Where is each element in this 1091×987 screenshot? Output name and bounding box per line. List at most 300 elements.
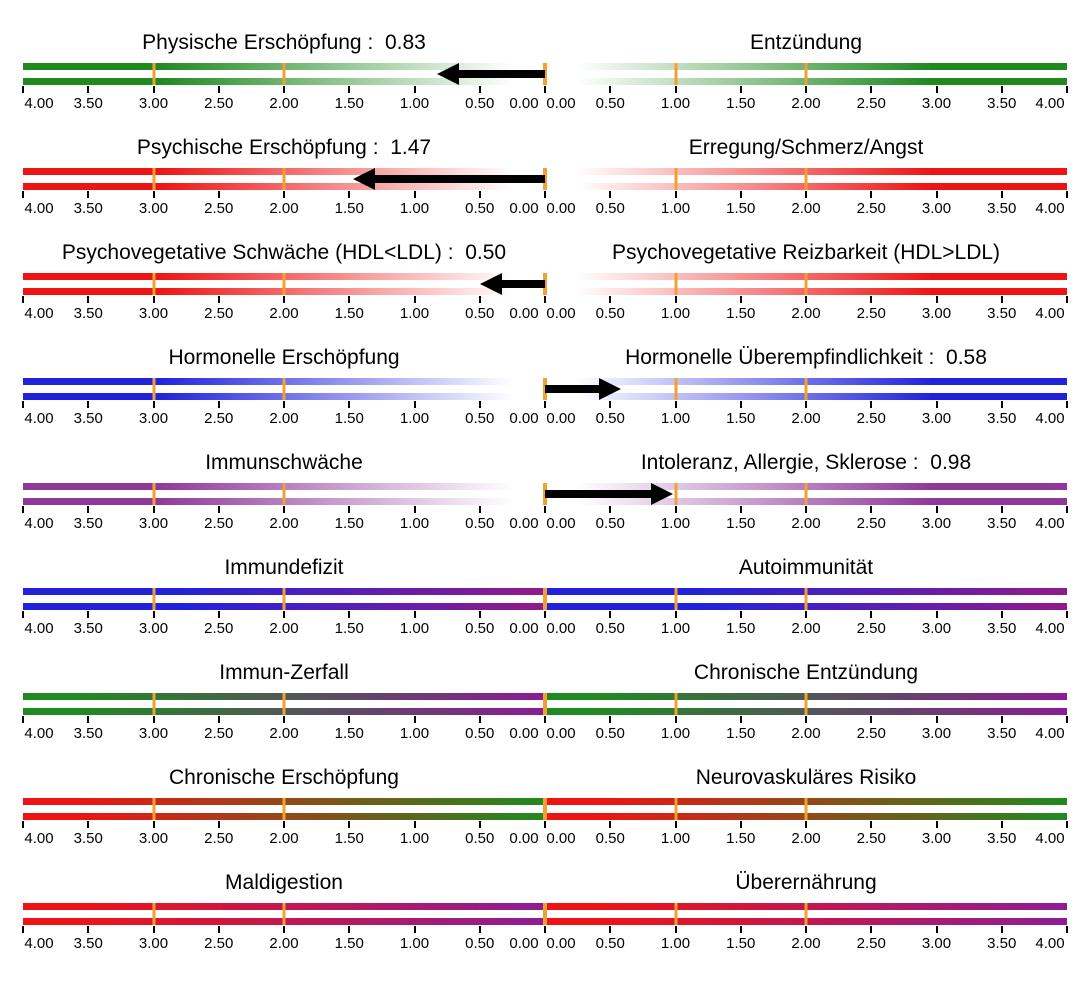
gauge-left-half: [23, 903, 545, 925]
axis-tick: [675, 296, 677, 303]
left-pole-title: Chronische Erschöpfung: [169, 766, 399, 789]
axis-tick-label: 0.50: [465, 95, 495, 112]
axis-tick-label: 2.00: [269, 305, 299, 322]
axis-tick: [675, 86, 677, 93]
axis-tick: [740, 86, 742, 93]
axis-tick: [1001, 716, 1003, 723]
gauge-left-half: [23, 588, 545, 610]
axis-tick-label: 4.00: [24, 200, 54, 217]
axis-tick: [1001, 401, 1003, 408]
axis-tick-label: 1.00: [660, 725, 691, 742]
axis-tick: [609, 86, 611, 93]
axis-tick-label: 1.50: [334, 620, 364, 637]
axis-tick-label: 0.00: [546, 305, 576, 322]
axis-tick-label: 3.00: [138, 305, 169, 322]
axis-tick-label: 3.50: [73, 620, 103, 637]
axis-tick: [805, 191, 807, 198]
axis-tick-label: 2.00: [791, 305, 821, 322]
axis-tick: [870, 86, 872, 93]
axis-tick-label: 1.50: [726, 95, 756, 112]
axis-tick-label: 4.00: [1035, 830, 1065, 847]
axis-tick-label: 0.50: [595, 830, 625, 847]
axis-tick: [153, 611, 155, 618]
axis-tick-label: 3.00: [138, 410, 169, 427]
axis-tick-label: 0.00: [509, 410, 539, 427]
axis-tick-label: 4.00: [1035, 95, 1065, 112]
left-pole-title: Psychovegetative Schwäche (HDL<LDL) : 0.50: [61, 241, 507, 264]
axis-tick: [414, 716, 416, 723]
axis-tick-label: 1.50: [726, 200, 756, 217]
axis-tick: [348, 296, 350, 303]
axis-tick-label: 2.00: [791, 935, 821, 952]
axis-tick: [805, 926, 807, 933]
axis-tick: [22, 716, 24, 723]
reference-tick: [805, 588, 808, 610]
axis-tick-label: 2.00: [269, 95, 299, 112]
axis-tick-label: 1.50: [726, 830, 756, 847]
axis-tick-label: 3.00: [138, 935, 169, 952]
gauge-bar: [23, 903, 1067, 925]
axis-tick-label: 2.00: [791, 200, 821, 217]
axis-tick-label: 3.00: [921, 95, 952, 112]
axis-tick: [936, 716, 938, 723]
axis-tick: [283, 86, 285, 93]
axis-tick-label: 3.00: [138, 95, 169, 112]
arrow-head-icon: [353, 168, 375, 190]
axis-tick: [348, 716, 350, 723]
axis-tick-label: 3.00: [921, 515, 952, 532]
axis-tick: [479, 716, 481, 723]
axis-tick: [153, 506, 155, 513]
axis-tick-label: 0.50: [595, 620, 625, 637]
axis-tick-label: 4.00: [24, 410, 54, 427]
axis-tick: [1066, 926, 1068, 933]
axis-tick-label: 1.00: [660, 200, 691, 217]
axis-tick-label: 4.00: [24, 725, 54, 742]
axis-tick: [348, 506, 350, 513]
axis-tick-label: 1.50: [334, 200, 364, 217]
gauge-left-half: [23, 798, 545, 820]
axis-tick: [218, 191, 220, 198]
axis-tick-label: 0.50: [595, 725, 625, 742]
axis-tick: [479, 401, 481, 408]
axis-tick: [870, 296, 872, 303]
center-zero-line: [543, 798, 547, 820]
axis-tick-label: 2.50: [204, 515, 234, 532]
axis-tick-label: 3.00: [921, 725, 952, 742]
gauge-row: [23, 335, 1067, 440]
axis-tick-label: 3.00: [921, 305, 952, 322]
axis-tick: [675, 506, 677, 513]
axis-tick-label: 3.50: [73, 95, 103, 112]
gauge-row: [23, 20, 1067, 125]
gauge-bar: [23, 378, 1067, 400]
axis-tick-label: 1.00: [399, 200, 430, 217]
axis-tick-label: 4.00: [1035, 935, 1065, 952]
axis-tick-label: 2.50: [856, 305, 886, 322]
axis-tick: [87, 296, 89, 303]
gauge-bar: [23, 273, 1067, 295]
axis-tick-label: 0.00: [509, 620, 539, 637]
axis-tick-label: 3.50: [987, 200, 1017, 217]
value-arrow: [545, 483, 673, 505]
axis-tick: [740, 926, 742, 933]
gauge-row: [23, 125, 1067, 230]
axis-tick: [153, 926, 155, 933]
axis-tick: [153, 821, 155, 828]
axis-tick: [805, 296, 807, 303]
axis-tick-label: 0.00: [509, 95, 539, 112]
arrow-shaft: [459, 70, 545, 78]
axis-tick: [870, 611, 872, 618]
gauge-left-half: [23, 693, 545, 715]
reference-tick: [674, 903, 677, 925]
axis-tick: [348, 191, 350, 198]
axis-tick-label: 1.00: [660, 410, 691, 427]
axis-tick-label: 0.50: [465, 725, 495, 742]
axis-tick: [936, 86, 938, 93]
axis-tick: [283, 401, 285, 408]
axis-tick: [87, 821, 89, 828]
axis-tick: [1001, 821, 1003, 828]
axis-tick: [740, 611, 742, 618]
gauge-bar: [23, 63, 1067, 85]
axis-tick-label: 3.50: [987, 305, 1017, 322]
axis-tick-label: 1.00: [399, 620, 430, 637]
reference-tick: [674, 798, 677, 820]
gauge-row: [23, 860, 1067, 965]
axis-tick: [675, 611, 677, 618]
reference-tick: [805, 168, 808, 190]
axis-tick: [1066, 191, 1068, 198]
axis-tick: [22, 191, 24, 198]
arrow-shaft: [502, 280, 545, 288]
axis-tick: [609, 821, 611, 828]
axis-tick-label: 1.50: [726, 725, 756, 742]
reference-tick: [283, 693, 286, 715]
axis-tick: [22, 611, 24, 618]
axis-tick: [609, 191, 611, 198]
axis-tick: [348, 401, 350, 408]
axis-tick: [1066, 86, 1068, 93]
axis-tick-label: 2.50: [204, 200, 234, 217]
axis-tick: [414, 926, 416, 933]
axis-tick-label: 3.50: [73, 935, 103, 952]
axis-tick-label: 2.50: [204, 410, 234, 427]
axis-tick-label: 2.50: [204, 95, 234, 112]
axis-tick: [609, 926, 611, 933]
gauge-right-half: [545, 588, 1067, 610]
axis-tick: [218, 926, 220, 933]
reference-tick: [152, 168, 155, 190]
axis-tick-label: 1.50: [334, 410, 364, 427]
center-zero-line: [543, 588, 547, 610]
axis-tick: [609, 296, 611, 303]
axis-tick: [348, 821, 350, 828]
axis-tick-label: 3.00: [138, 725, 169, 742]
axis-tick-label: 1.50: [334, 725, 364, 742]
axis-tick-label: 4.00: [24, 620, 54, 637]
reference-tick: [152, 693, 155, 715]
arrow-head-icon: [651, 483, 673, 505]
axis-tick-label: 4.00: [24, 935, 54, 952]
axis-tick-label: 1.00: [660, 830, 691, 847]
axis-tick-label: 3.50: [987, 620, 1017, 637]
axis-tick-label: 3.50: [73, 200, 103, 217]
axis-tick: [1066, 821, 1068, 828]
axis-tick-label: 0.50: [465, 935, 495, 952]
axis-tick: [218, 401, 220, 408]
axis-tick-label: 1.50: [334, 515, 364, 532]
axis-tick-label: 4.00: [1035, 305, 1065, 322]
axis-tick: [87, 191, 89, 198]
axis-tick-label: 2.50: [856, 410, 886, 427]
axis-tick-label: 3.50: [73, 830, 103, 847]
axis-tick: [805, 821, 807, 828]
axis-tick-label: 0.00: [546, 95, 576, 112]
axis-tick-label: 0.50: [465, 620, 495, 637]
reference-tick: [152, 273, 155, 295]
axis-tick: [544, 296, 546, 303]
axis-tick: [936, 611, 938, 618]
axis-tick: [936, 296, 938, 303]
axis-tick-label: 2.00: [791, 725, 821, 742]
value-arrow: [545, 378, 621, 400]
axis-tick: [544, 86, 546, 93]
left-pole-title: Immun-Zerfall: [219, 661, 349, 684]
reference-tick: [152, 588, 155, 610]
reference-tick: [152, 903, 155, 925]
left-pole-title: Psychische Erschöpfung : 1.47: [136, 136, 432, 159]
reference-tick: [805, 483, 808, 505]
axis-tick-label: 2.50: [856, 95, 886, 112]
axis-tick-label: 0.50: [465, 515, 495, 532]
axis-tick: [1001, 611, 1003, 618]
axis-tick-label: 2.00: [269, 620, 299, 637]
axis-tick-label: 1.00: [399, 935, 430, 952]
arrow-shaft: [545, 490, 651, 498]
reference-tick: [152, 63, 155, 85]
axis-tick: [609, 611, 611, 618]
axis-tick: [740, 401, 742, 408]
axis-tick: [283, 611, 285, 618]
axis-tick: [87, 506, 89, 513]
axis-tick: [479, 821, 481, 828]
axis-tick-label: 2.00: [791, 95, 821, 112]
reference-tick: [283, 168, 286, 190]
reference-tick: [805, 273, 808, 295]
axis-tick: [1066, 506, 1068, 513]
axis-tick-label: 3.50: [987, 830, 1017, 847]
axis-tick-label: 2.00: [791, 515, 821, 532]
gauge-bar: [23, 168, 1067, 190]
axis-tick-label: 4.00: [1035, 410, 1065, 427]
axis-tick-label: 0.00: [509, 935, 539, 952]
right-pole-title: Neurovaskuläres Risiko: [695, 766, 917, 789]
right-pole-title: Erregung/Schmerz/Angst: [688, 136, 924, 159]
axis-tick-label: 0.00: [509, 200, 539, 217]
right-pole-title: Intoleranz, Allergie, Sklerose : 0.98: [640, 451, 972, 474]
axis-tick-label: 3.00: [921, 200, 952, 217]
axis-tick: [544, 611, 546, 618]
axis-tick-label: 1.00: [660, 95, 691, 112]
axis-tick-label: 1.00: [399, 830, 430, 847]
axis-tick: [22, 296, 24, 303]
axis-tick-label: 3.50: [987, 410, 1017, 427]
axis-tick: [153, 296, 155, 303]
axis-tick: [218, 506, 220, 513]
gauge-row: [23, 440, 1067, 545]
reference-tick: [805, 63, 808, 85]
reference-tick: [283, 903, 286, 925]
axis-tick: [283, 716, 285, 723]
axis-tick: [218, 821, 220, 828]
axis-tick: [414, 86, 416, 93]
axis-tick: [805, 401, 807, 408]
arrow-shaft: [545, 385, 599, 393]
gauge-right-half: [545, 903, 1067, 925]
gauge-row: [23, 230, 1067, 335]
axis-tick-label: 3.00: [138, 200, 169, 217]
reference-tick: [805, 798, 808, 820]
axis-tick-label: 3.00: [921, 830, 952, 847]
reference-tick: [805, 378, 808, 400]
axis-tick: [544, 821, 546, 828]
value-arrow: [353, 168, 545, 190]
reference-tick: [674, 693, 677, 715]
axis-tick-label: 2.00: [269, 725, 299, 742]
left-pole-title: Hormonelle Erschöpfung: [168, 346, 400, 369]
axis-tick: [740, 191, 742, 198]
axis-tick: [870, 716, 872, 723]
axis-tick-label: 0.50: [595, 410, 625, 427]
axis-tick-label: 3.50: [73, 515, 103, 532]
right-pole-title: Autoimmunität: [738, 556, 874, 579]
axis-tick-label: 2.00: [269, 200, 299, 217]
axis-tick: [218, 611, 220, 618]
axis-tick-label: 1.50: [726, 935, 756, 952]
axis-tick: [479, 191, 481, 198]
axis-tick: [22, 86, 24, 93]
axis-tick-label: 4.00: [24, 830, 54, 847]
axis-tick: [87, 926, 89, 933]
axis-tick-label: 2.50: [204, 620, 234, 637]
axis-tick-label: 2.00: [791, 830, 821, 847]
reference-tick: [674, 378, 677, 400]
reference-tick: [283, 483, 286, 505]
reference-tick: [283, 798, 286, 820]
gauge-right-half: [545, 693, 1067, 715]
right-pole-title: Entzündung: [749, 31, 863, 54]
gauge-row: [23, 650, 1067, 755]
axis-tick-label: 2.00: [791, 410, 821, 427]
left-pole-title: Maldigestion: [225, 871, 343, 894]
axis-tick: [22, 821, 24, 828]
axis-tick-label: 1.00: [660, 935, 691, 952]
axis-tick-label: 2.50: [856, 725, 886, 742]
axis-tick-label: 2.50: [856, 830, 886, 847]
axis-tick: [870, 401, 872, 408]
gauge-left-half: [23, 378, 545, 400]
axis-tick-label: 4.00: [24, 515, 54, 532]
axis-tick-label: 0.50: [465, 200, 495, 217]
axis-tick: [675, 926, 677, 933]
axis-tick-label: 1.00: [660, 515, 691, 532]
right-pole-title: Hormonelle Überempfindlichkeit : 0.58: [625, 346, 987, 369]
axis-tick: [544, 926, 546, 933]
axis-tick-label: 2.50: [204, 725, 234, 742]
axis-tick: [544, 191, 546, 198]
axis-tick-label: 1.50: [334, 935, 364, 952]
axis-tick: [1066, 716, 1068, 723]
axis-tick: [1066, 611, 1068, 618]
axis-tick: [870, 506, 872, 513]
axis-tick-label: 4.00: [1035, 200, 1065, 217]
axis-tick-label: 1.00: [660, 620, 691, 637]
arrow-head-icon: [480, 273, 502, 295]
gauge-bar: [23, 483, 1067, 505]
axis-tick-label: 3.00: [921, 620, 952, 637]
axis-tick: [609, 506, 611, 513]
gauge-bar: [23, 798, 1067, 820]
axis-tick: [1066, 401, 1068, 408]
left-pole-title: Immunschwäche: [205, 451, 363, 474]
axis-tick: [87, 86, 89, 93]
axis-tick: [414, 191, 416, 198]
axis-tick: [675, 401, 677, 408]
axis-tick-label: 3.00: [138, 830, 169, 847]
reference-tick: [283, 63, 286, 85]
axis-tick: [348, 611, 350, 618]
axis-tick: [936, 191, 938, 198]
axis-tick: [805, 86, 807, 93]
axis-tick: [479, 506, 481, 513]
axis-tick: [870, 191, 872, 198]
axis-tick: [609, 716, 611, 723]
reference-tick: [674, 588, 677, 610]
left-pole-title: Physische Erschöpfung : 0.83: [142, 31, 426, 54]
axis-tick-label: 0.00: [546, 200, 576, 217]
gauge-right-half: [545, 273, 1067, 295]
axis-tick-label: 2.00: [269, 515, 299, 532]
axis-tick-label: 0.00: [546, 620, 576, 637]
axis-tick: [675, 821, 677, 828]
axis-tick: [283, 506, 285, 513]
axis-tick: [1001, 86, 1003, 93]
axis-tick-label: 1.50: [334, 305, 364, 322]
gauge-bar: [23, 588, 1067, 610]
axis-tick-label: 3.00: [921, 935, 952, 952]
axis-tick-label: 0.50: [595, 200, 625, 217]
arrow-head-icon: [599, 378, 621, 400]
left-pole-title: Immundefizit: [224, 556, 344, 579]
axis-tick: [348, 86, 350, 93]
reference-tick: [674, 63, 677, 85]
axis-tick-label: 2.50: [204, 830, 234, 847]
reference-tick: [674, 483, 677, 505]
reference-tick: [152, 378, 155, 400]
axis-tick: [479, 86, 481, 93]
axis-tick: [544, 506, 546, 513]
axis-tick-label: 2.50: [204, 305, 234, 322]
axis-tick: [479, 296, 481, 303]
value-arrow: [437, 63, 545, 85]
axis-tick: [1066, 296, 1068, 303]
axis-tick-label: 0.00: [546, 410, 576, 427]
axis-tick-label: 3.50: [73, 305, 103, 322]
axis-tick: [870, 926, 872, 933]
right-pole-title: Überernährung: [735, 871, 877, 894]
